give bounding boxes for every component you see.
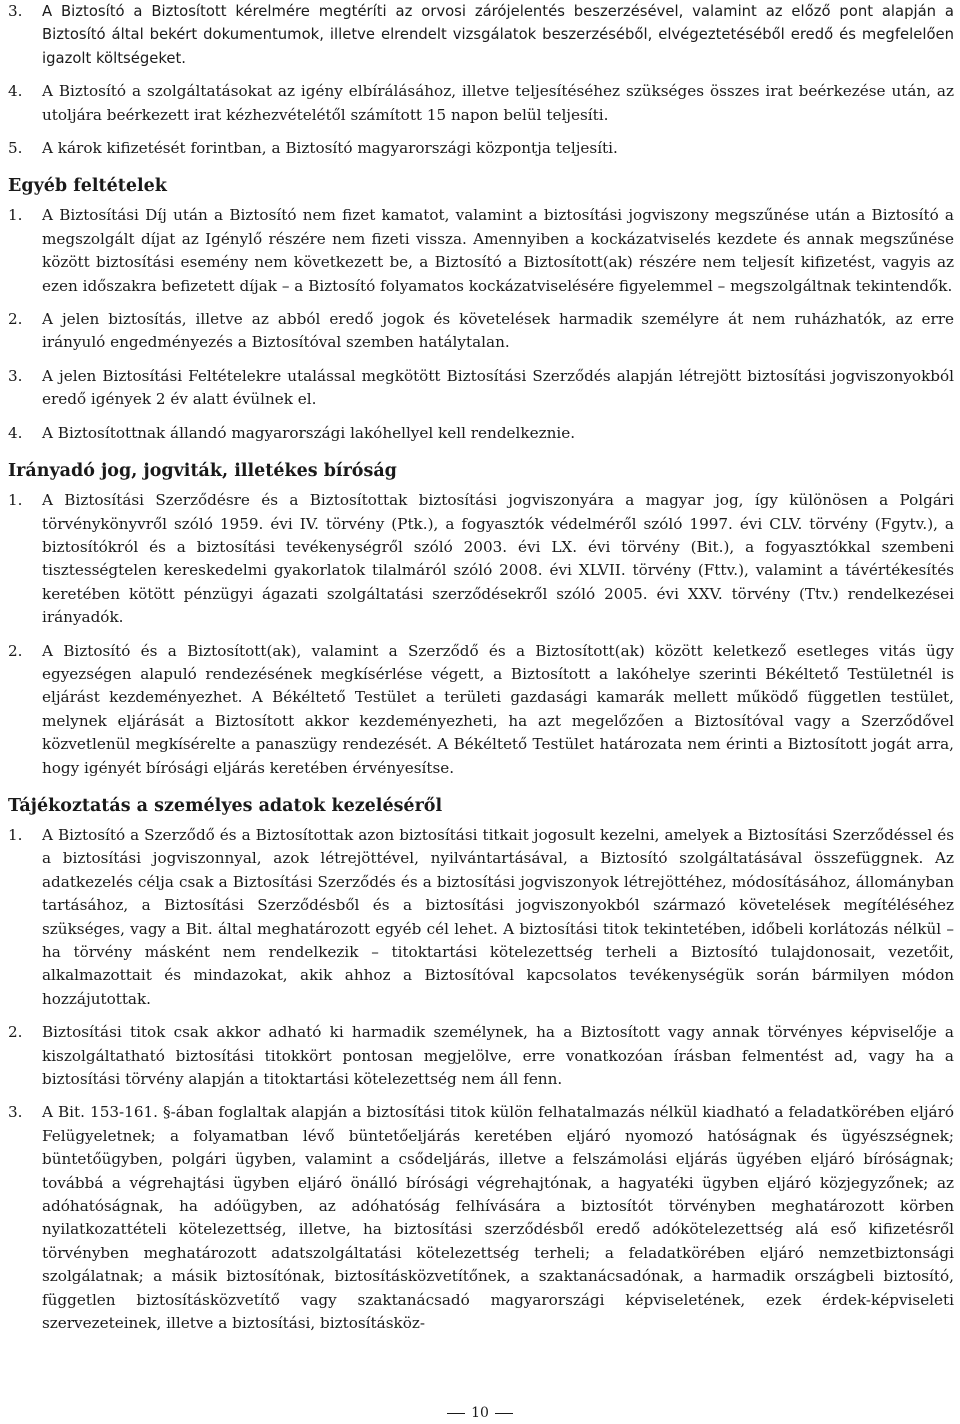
list-item [8, 1101, 954, 1335]
item-text: A jelen Biztosítási Feltételekre utalással megkötött Biztosítási Szerződés alapján létrejött biztosítási jogviszonyokból eredő igények 2 év alatt évülnek el. [42, 366, 954, 409]
item-number: 1. [8, 206, 23, 225]
item-number: 5. [8, 139, 23, 158]
list-item [8, 365, 954, 412]
list-item [8, 80, 954, 127]
list-item [8, 0, 954, 70]
item-number: 2. [8, 641, 23, 660]
document-body [8, 0, 954, 1336]
list-item [8, 489, 954, 629]
section-heading-other-terms: Egyéb feltételek [8, 176, 167, 197]
list-item [8, 1021, 954, 1091]
page-footer [0, 1404, 960, 1422]
list-item [8, 137, 954, 160]
item-text: A Biztosítási Díj után a Biztosító nem fizet kamatot, valamint a biztosítási jogviszony megszűnése után a Biztosító a megszolgált díjat az Igénylő részére nem fizeti vissza. Amennyiben a kockázatviselés kezdete és annak megszűnése között biztosítási esemény nem következett be, a Biztosító a Biztosított(ak) részére nem teljesít kifizetést, vagyis az ezen időszakra befizetett díjak – a Biztosító folyamatos kockázatviselésére figyelemmel – megszolgáltnak tekintendők. [42, 206, 954, 295]
section-heading-governing-law: Irányadó jog, jogviták, illetékes bíróság [8, 461, 397, 482]
list-item [8, 422, 954, 445]
item-number: 3. [8, 1103, 23, 1122]
list-item [8, 824, 954, 1011]
item-text: A Biztosító a Biztosított kérelmére megtéríti az orvosi zárójelentés beszerzésével, valamint az előző pont alapján a Biztosító által bekért dokumentumok, illetve elrendelt vizsgálatok beszerzéséből, elvégeztetéséből eredő és megfelelően igazolt költségeket. [42, 3, 954, 67]
list-item [8, 640, 954, 780]
section-heading-data-protection: Tájékoztatás a személyes adatok kezeléséről [8, 795, 443, 816]
page-number: 10 [471, 1405, 489, 1421]
item-text: A Biztosítási Szerződésre és a Biztosítottak biztosítási jogviszonyára a magyar jog, így különösen a Polgári törvénykönyvről szóló 1959. évi IV. törvény (Ptk.), a fogyasztók védelméről szóló 1997. évi CLV. törvény (Fgytv.), a biztosítókról és a biztosítási tevékenységről szóló 2003. évi LX. évi törvény (Bit.), a fogyasztókkal szembeni tisztességtelen kereskedelmi gyakorlatok tilalmáról szóló 2008. évi XLVII. törvény (Fttv.), valamint a távértékesítés keretében kötött pénzügyi ágazati szolgáltatási szerződésekről szóló 2005. évi XXV. törvény (Ttv.) rendelkezései irányadók. [42, 491, 954, 627]
item-text: A Bit. 153-161. §-ában foglaltak alapján a biztosítási titok külön felhatalmazás nélkül kiadható a feladatkörében eljáró Felügyeletnek; a folyamatban lévő büntetőeljárás keretében eljáró nyomozó hatóságnak és ügyészségnek; büntetőügyben, polgári ügyben, valamint a csődeljárás, illetve a felszámolási eljárás ügyében eljáró bíróságnak; továbbá a végrehajtási ügyben eljáró önálló bírósági végrehajtónak, a hagyatéki ügyben eljáró közjegyzőnek; az adóhatóságnak, ha adóügyben, az adóhatóság felhívására a biztosítót törvényben meghatározott körben nyilatkozattételi kötelezettség, illetve, ha biztosítási szerződésből eredő adókötelezettség alá eső kifizetésről törvényben meghatározott adatszolgáltatási kötelezettség terheli; a feladatkörében eljáró nemzetbiztonsági szolgálatnak; a másik biztosítónak, biztosításközvetítőnek, a szaktanácsadónak, a harmadik országbeli biztosító, független biztosításközvetítő vagy szaktanácsadó magyarországi képviseletének, ezek érdek-képviseleti szervezeteinek, illetve a biztosítási, biztosításköz- [42, 1103, 954, 1333]
item-text: A Biztosító a szolgáltatásokat az igény elbírálásához, illetve teljesítéséhez szükséges összes irat beérkezése után, az utoljára beérkezett irat kézhezvételétől számított 15 napon belül teljesíti. [42, 82, 954, 124]
item-text: A Biztosítottnak állandó magyarországi lakóhellyel kell rendelkeznie. [42, 423, 576, 442]
item-number: 1. [8, 825, 23, 844]
item-number: 2. [8, 1023, 23, 1042]
footer-dash-right [495, 1413, 513, 1414]
item-text: A Biztosító és a Biztosított(ak), valamint a Szerződő és a Biztosított(ak) között keletkező esetleges vitás ügy egyezségen alapuló rendezésének megkísérlése végett, a Biztosított a lakóhelye szerinti Békéltető Testületnél is eljárást kezdeményezhet. A Békéltető Testület a területi gazdasági kamarák mellett működő független testület, melynek eljárását a Biztosított akkor kezdeményezheti, ha azt megelőzően a Biztosítóval vagy a Szerződővel közvetlenül megkísérelte a panaszügy rendezését. A Békéltető Testület határozata nem érinti a Biztosított jogát arra, hogy igényét bírósági eljárás keretében érvényesítse. [42, 641, 954, 777]
footer-dash-left [447, 1413, 465, 1414]
list-item [8, 308, 954, 355]
list-item [8, 204, 954, 298]
item-number: 2. [8, 310, 23, 329]
item-number: 4. [8, 423, 23, 442]
item-text: Biztosítási titok csak akkor adható ki harmadik személynek, ha a Biztosított vagy annak törvényes képviselője a kiszolgáltatható biztosítási titokkört pontosan megjelölve, erre vonatkozóan írásban felmentést ad, vagy ha a biztosítási törvény alapján a titoktartási kötelezettség nem áll fenn. [42, 1023, 954, 1089]
item-text: A Biztosító a Szerződő és a Biztosítottak azon biztosítási titkait jogosult kezelni, amelyek a Biztosítási Szerződéssel és a biztosítási jogviszonnyal, azok létrejöttével, nyilvántartásával, a Biztosító szolgáltatásával összefüggnek. Az adatkezelés célja csak a Biztosítási Szerződés és a biztosítási jogviszonyok létrejöttéhez, módosításához, állományban tartásához, a Biztosítási Szerződésből és a biztosítási jogviszonyokból származó követelések megítéléséhez szükséges, vagy a Bit. által meghatározott egyéb cél lehet. A biztosítási titok tekintetében, időbeli korlátozás nélkül – ha törvény másként nem rendelkezik – titoktartási kötelezettség terheli a Biztosító tulajdonosait, vezetőit, alkalmazottait és mindazokat, akik ahhoz a Biztosítóval kapcsolatos tevékenységük során bármilyen módon hozzájutottak. [42, 825, 954, 1008]
item-number: 3. [8, 366, 23, 385]
item-number: 4. [8, 82, 23, 101]
item-text: A jelen biztosítás, illetve az abból eredő jogok és követelések harmadik személyre át nem ruházhatók, az erre irányuló engedményezés a Biztosítóval szemben hatálytalan. [42, 310, 954, 352]
item-number: 1. [8, 491, 23, 510]
item-number: 3. [8, 2, 23, 20]
item-text: A károk kifizetését forintban, a Biztosító magyarországi központja teljesíti. [42, 139, 618, 158]
